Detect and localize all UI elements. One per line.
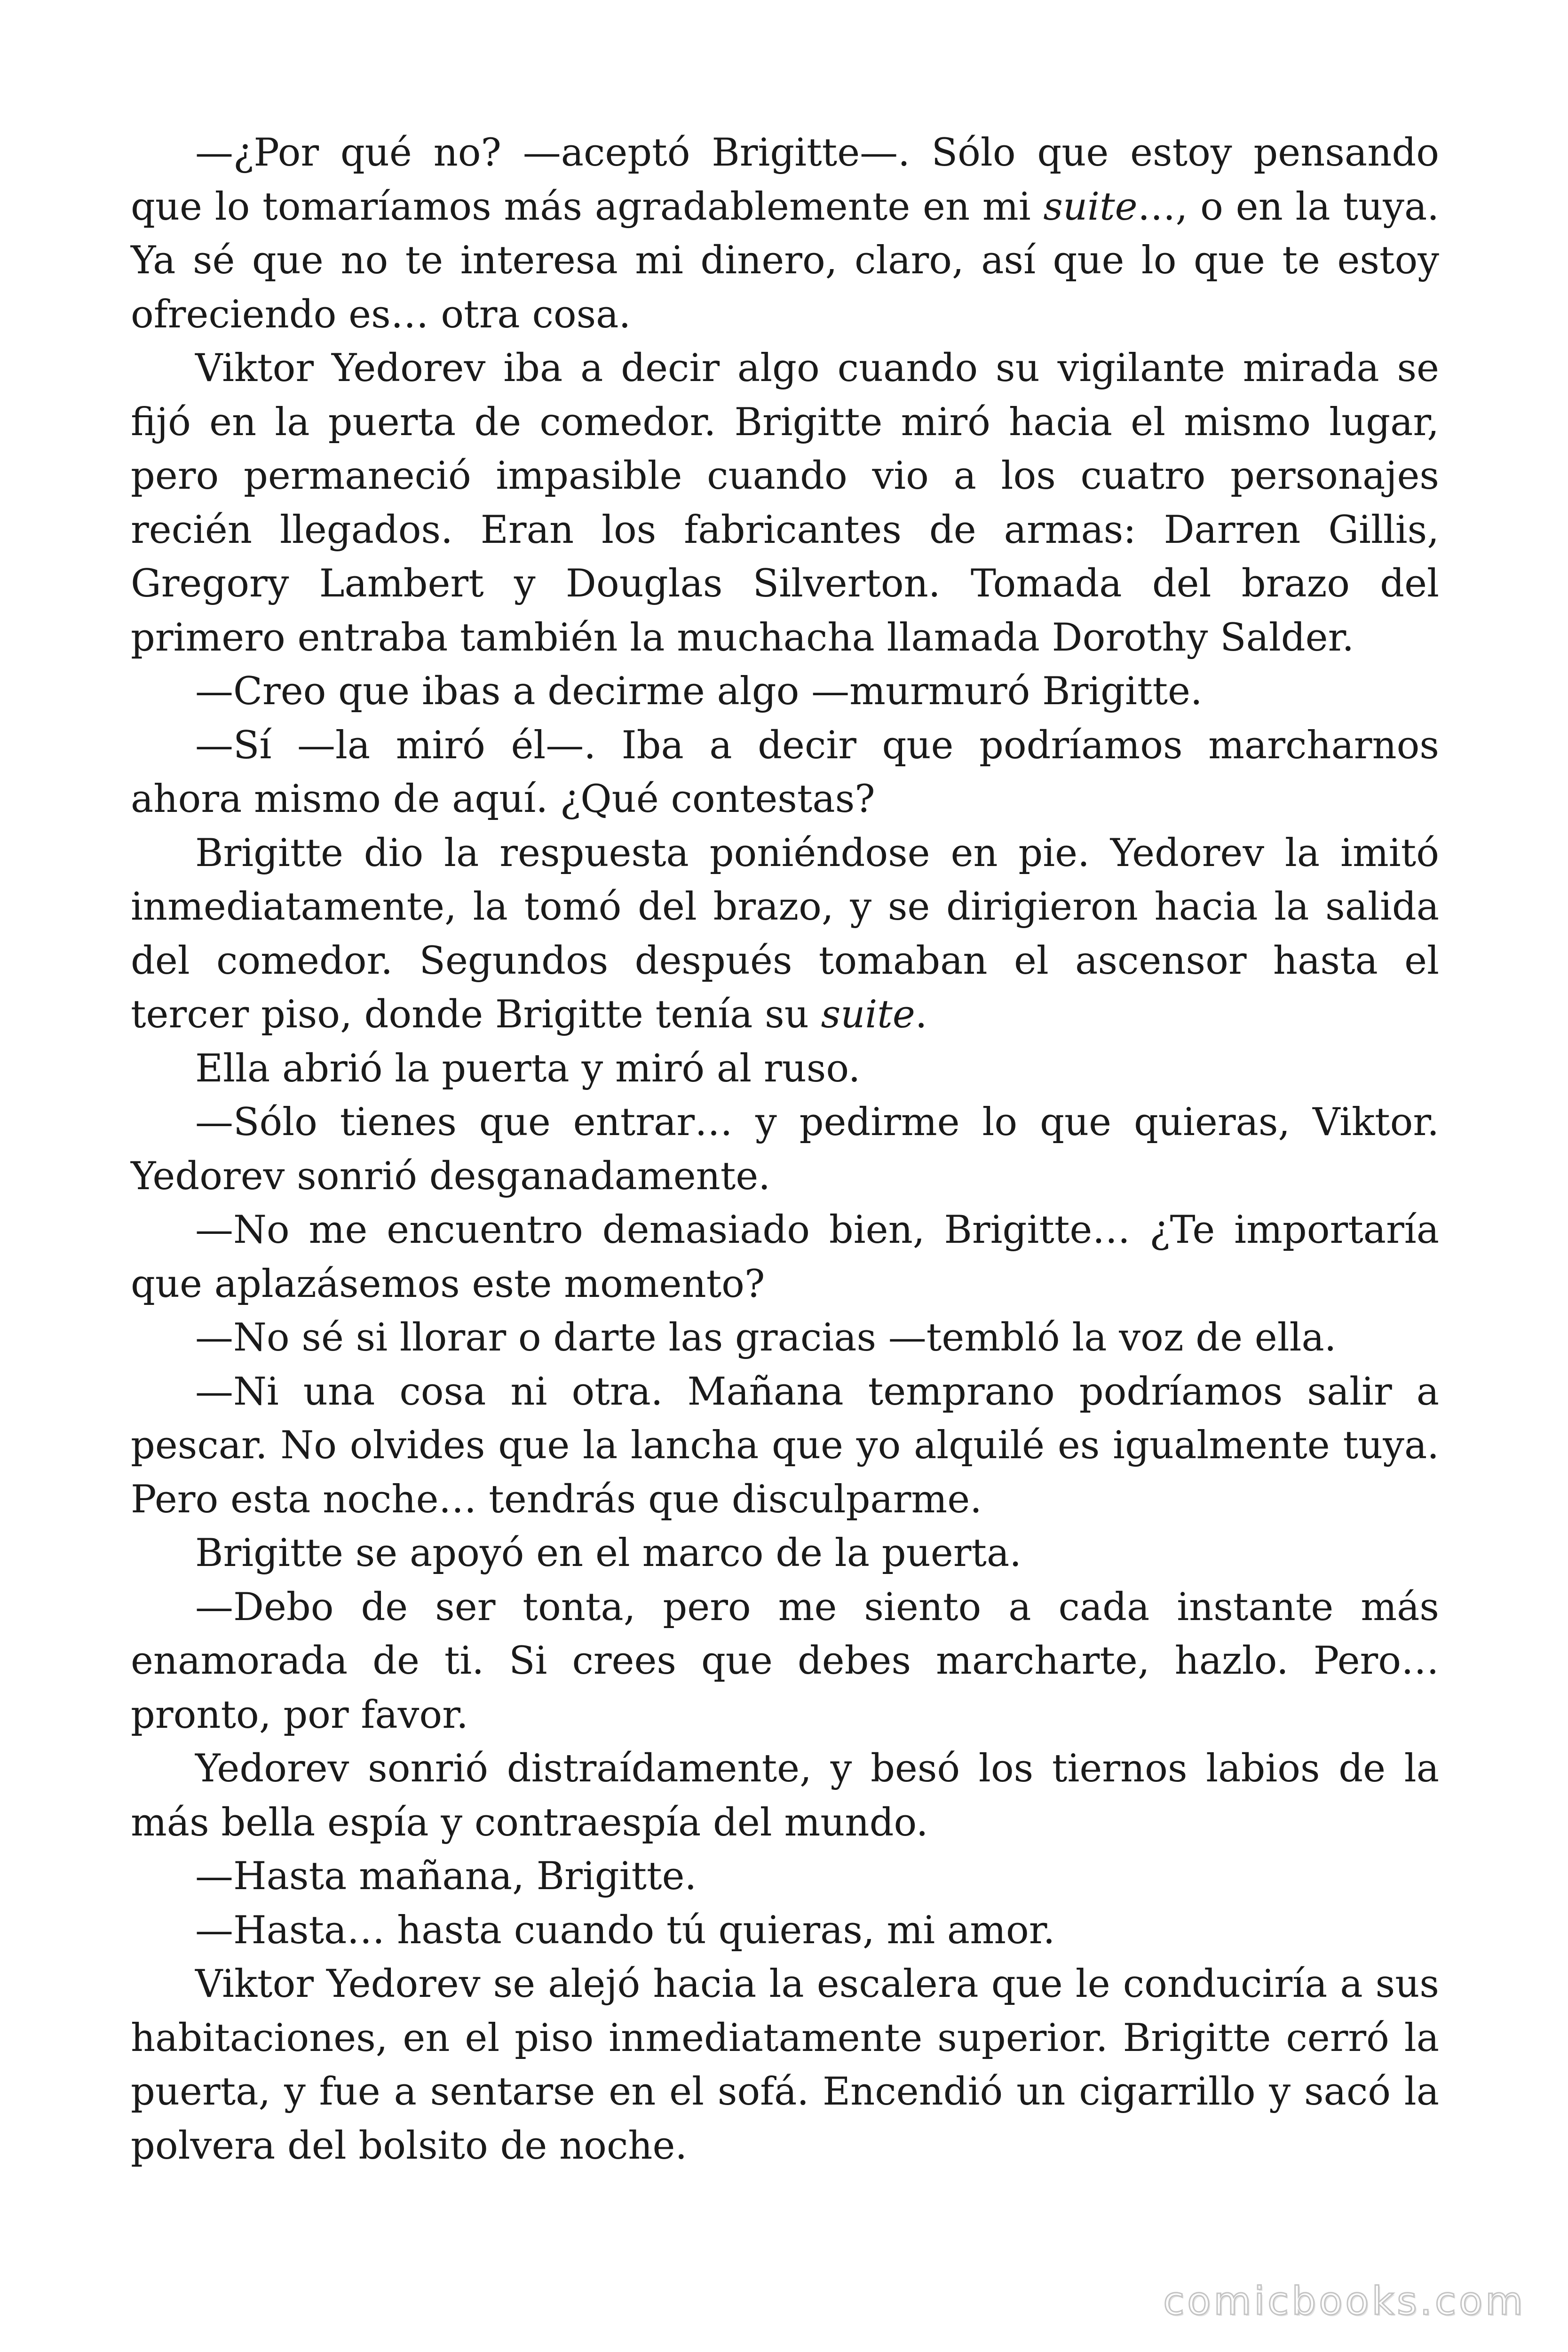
text-run: —Sólo tienes que entrar… y pedirme lo que quieras, Viktor. Yedorev sonrió desganadamente.: [131, 1100, 1439, 1199]
paragraph: [131, 1581, 1439, 1742]
paragraph: [131, 719, 1439, 826]
paragraph: [131, 826, 1439, 1042]
text-run: —No sé si llorar o darte las gracias —tembló la voz de ella.: [195, 1316, 1337, 1360]
paragraph: [131, 1850, 1439, 1904]
paragraph: [131, 1096, 1439, 1203]
paragraph: [131, 665, 1439, 719]
text-run: Yedorev sonrió distraídamente, y besó los tiernos labios de la más bella espía y contraespía del mundo.: [131, 1747, 1439, 1845]
text-run: …, o en la tuya. Ya sé que no te interesa mi dinero, claro, así que lo que te estoy ofreciendo es… otra cosa.: [131, 184, 1440, 337]
paragraph: [131, 1365, 1439, 1527]
text-run: —¿Por qué no? —aceptó Brigitte—. Sólo que estoy pensando que lo tomaríamos más agradablemente en mi: [131, 131, 1439, 229]
italic-text: suite: [1043, 184, 1138, 229]
text-run: Brigitte se apoyó en el marco de la puerta.: [195, 1531, 1022, 1575]
text-run: —Sí —la miró él—. Iba a decir que podríamos marcharnos ahora mismo de aquí. ¿Qué contestas?: [131, 723, 1439, 821]
paragraph: [131, 1957, 1439, 2173]
paragraph: [131, 1311, 1439, 1365]
paragraph: [131, 1742, 1439, 1850]
paragraph: [131, 1904, 1439, 1958]
paragraph: [131, 126, 1439, 342]
text-run: —Creo que ibas a decirme algo —murmuró Brigitte.: [195, 669, 1203, 714]
paragraph: [131, 342, 1439, 665]
text-run: —Debo de ser tonta, pero me siento a cada instante más enamorada de ti. Si crees que debes marcharte, hazlo. Pero… pronto, por favor.: [131, 1585, 1439, 1737]
paragraph: [131, 1526, 1439, 1581]
text-run: —Hasta mañana, Brigitte.: [195, 1854, 697, 1899]
text-run: Viktor Yedorev se alejó hacia la escalera que le conduciría a sus habitaciones, en el piso inmediatamente superior. Brigitte cerró la puerta, y fue a sentarse en el sofá. Encendió un cigarrillo y sacó la polvera del bolsito de noche.: [131, 1962, 1439, 2168]
text-run: .: [915, 993, 927, 1037]
paragraph: [131, 1042, 1439, 1096]
text-run: —Ni una cosa ni otra. Mañana temprano podríamos salir a pescar. No olvides que la lancha que yo alquilé es igualmente tuya. Pero esta noche… tendrás que disculparme.: [131, 1369, 1439, 1522]
page-body: [131, 126, 1439, 2173]
text-run: —No me encuentro demasiado bien, Brigitte… ¿Te importaría que aplazásemos este momento?: [131, 1208, 1439, 1306]
italic-text: suite: [821, 993, 915, 1037]
text-run: Brigitte dio la respuesta poniéndose en pie. Yedorev la imitó inmediatamente, la tomó del brazo, y se dirigieron hacia la salida del comedor. Segundos después tomaban el ascensor hasta el tercer piso, donde Brigitte tenía su: [131, 831, 1439, 1037]
text-run: —Hasta… hasta cuando tú quieras, mi amor.: [195, 1908, 1055, 1953]
paragraph: [131, 1203, 1439, 1311]
text-run: Viktor Yedorev iba a decir algo cuando su vigilante mirada se fijó en la puerta de comedor. Brigitte miró hacia el mismo lugar, pero permaneció impasible cuando vio a los cuatro personajes recién llegados. Eran los fabricantes de armas: Darren Gillis, Gregory Lambert y Douglas Silverton. Tomada del brazo del primero entraba también la muchacha llamada Dorothy Salder.: [131, 346, 1439, 660]
text-run: Ella abrió la puerta y miró al ruso.: [195, 1046, 861, 1091]
watermark: comicbooks.com: [1163, 2279, 1526, 2324]
